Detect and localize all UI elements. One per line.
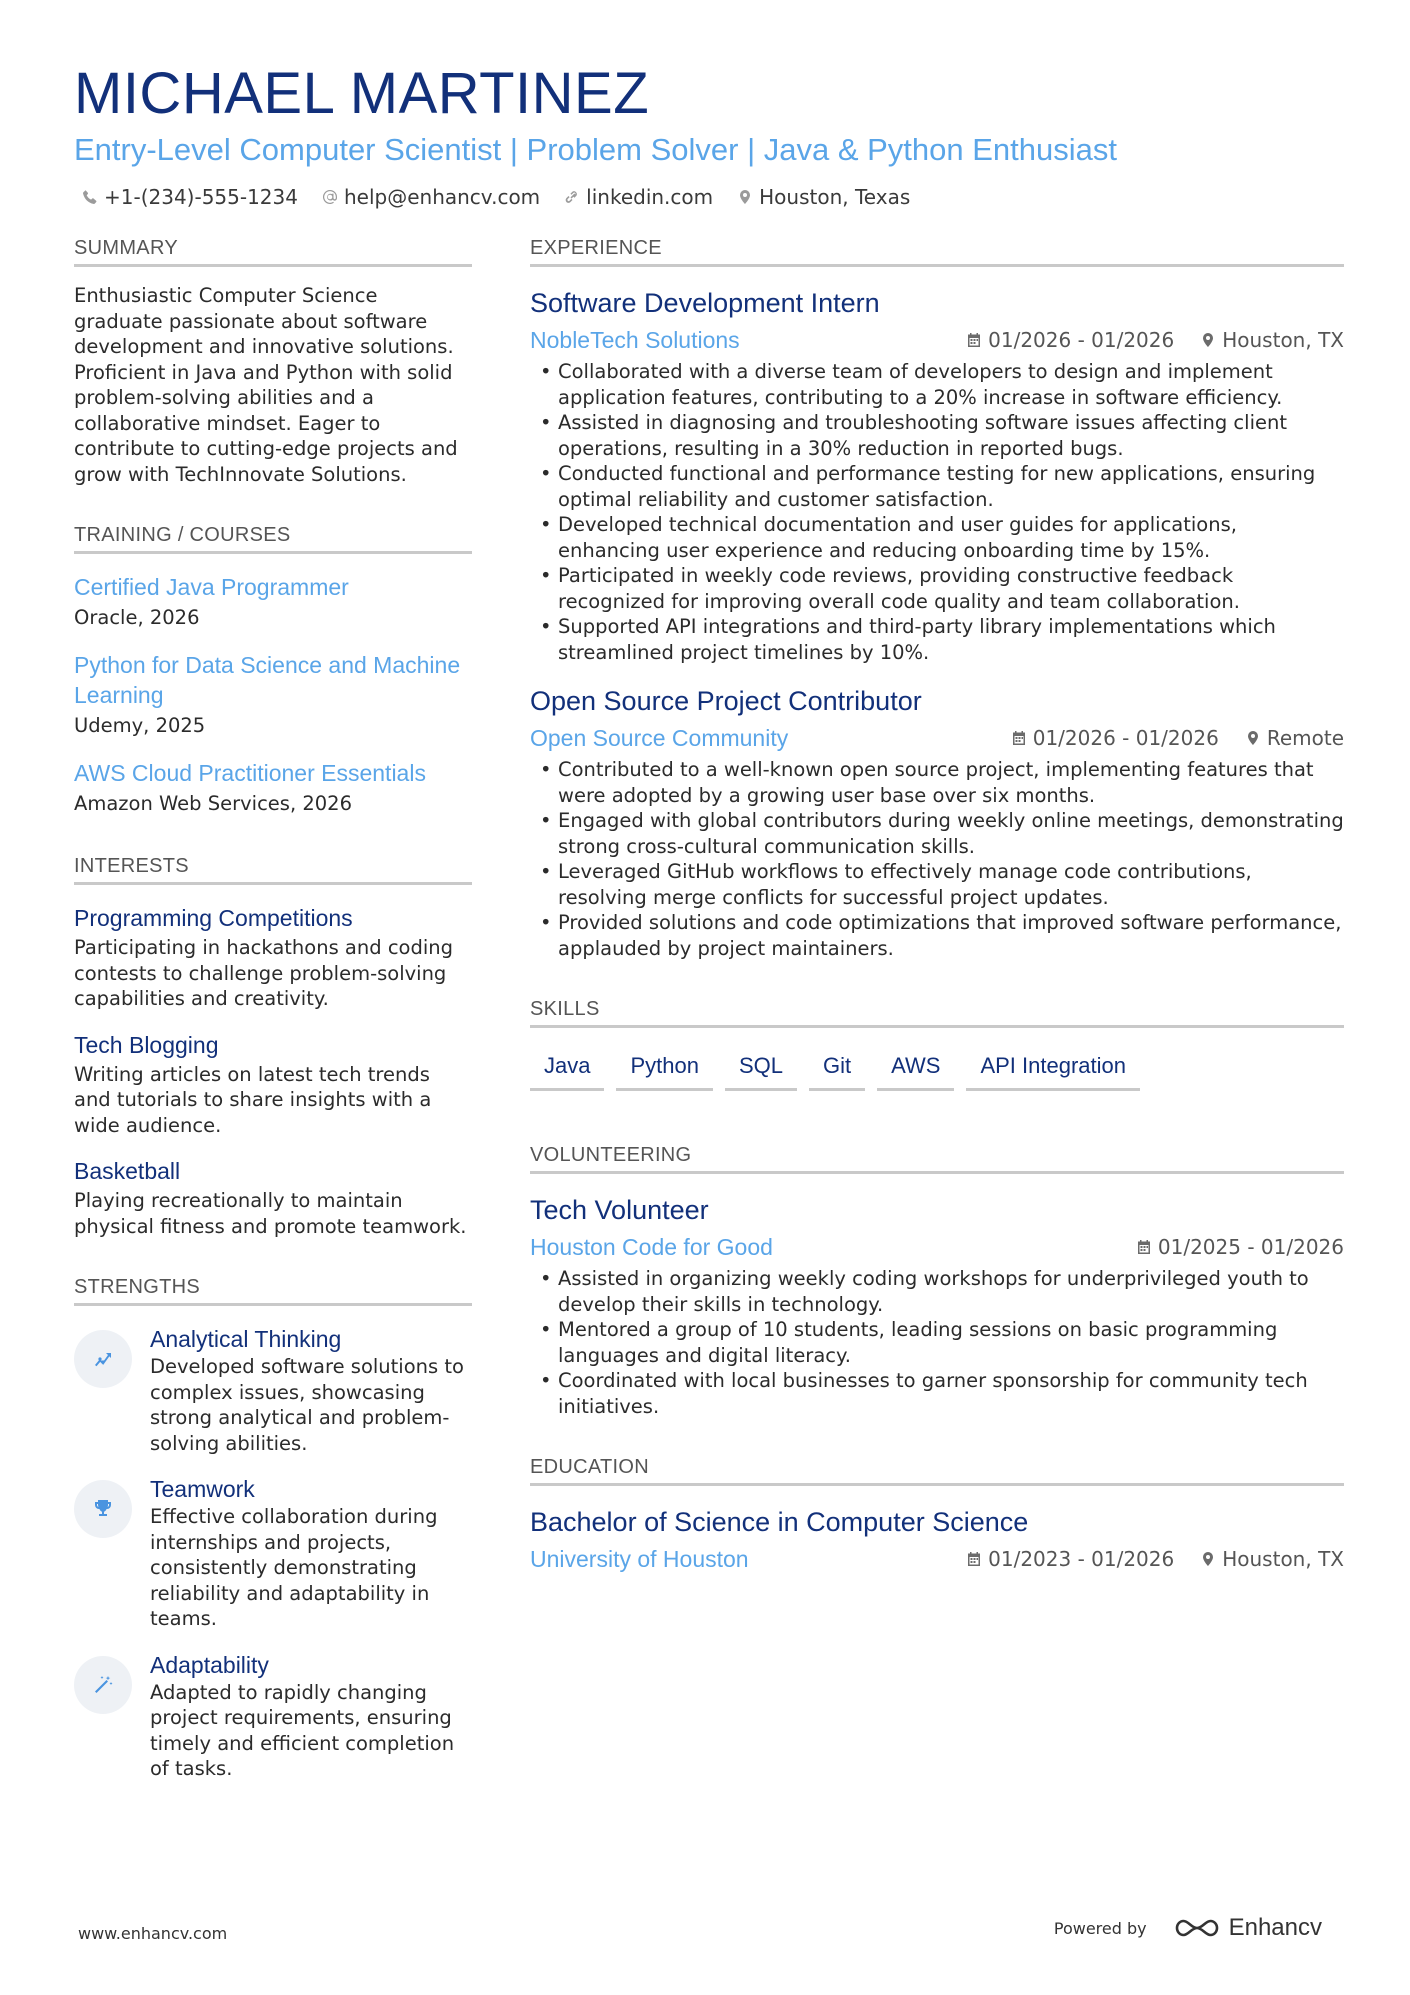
- job-bullets: [530, 757, 1344, 961]
- training-section: [74, 523, 472, 818]
- interest-desc: Playing recreationally to maintain physical fitness and promote teamwork.: [74, 1189, 467, 1238]
- job-title: Software Development Intern: [530, 288, 880, 318]
- left-column: [74, 236, 472, 1818]
- interests-section: [74, 854, 472, 1239]
- education-section: [530, 1455, 1344, 1576]
- skill-tag: API Integration: [966, 1046, 1140, 1091]
- job-dates: 01/2026 - 01/2026: [1032, 726, 1219, 750]
- contact-linkedin[interactable]: [564, 185, 713, 209]
- contact-bar: [74, 182, 1344, 212]
- resume-header: [74, 58, 1344, 212]
- strength-desc: Adapted to rapidly changing project requirements, ensuring timely and efficient completion of tasks.: [150, 1680, 455, 1780]
- skills-list: [530, 1046, 1344, 1091]
- strength-desc: Effective collaboration during internships and projects, consistently demonstrating reliability and adaptability in teams.: [150, 1505, 438, 1630]
- company-name: NobleTech Solutions: [530, 326, 740, 353]
- email-text: help@enhancv.com: [343, 185, 541, 209]
- strength-icon-badge: [74, 1480, 132, 1538]
- job-title: Open Source Project Contributor: [530, 686, 922, 716]
- volunteer-dates: 01/2025 - 01/2026: [1157, 1235, 1344, 1259]
- bullet-item: • Conducted functional and performance testing for new applications, ensuring optimal reliability and customer satisfaction.: [530, 461, 1344, 512]
- company-name: Open Source Community: [530, 724, 789, 751]
- job-dates: 01/2026 - 01/2026: [988, 328, 1175, 352]
- course-provider: Oracle, 2026: [74, 606, 200, 629]
- course-title: AWS Cloud Practitioner Essentials: [74, 760, 426, 786]
- education-entry: [530, 1504, 1344, 1576]
- linkedin-text: linkedin.com: [586, 185, 714, 209]
- calendar-icon: [1011, 730, 1027, 746]
- experience-entry: [530, 285, 1344, 665]
- skill-tag: AWS: [877, 1046, 954, 1091]
- volunteering-entry: [530, 1192, 1344, 1419]
- job-meta: [530, 323, 1344, 357]
- bullet-item: • Assisted in diagnosing and troubleshooting software issues affecting client operations, resulting in a 30% reduction in reported bugs.: [530, 410, 1344, 461]
- bullet-item: • Leveraged GitHub workflows to effectively manage code contributions, resolving merge conflicts for successful project updates.: [530, 859, 1344, 910]
- skills-heading: SKILLS: [530, 997, 1344, 1028]
- course-item: [74, 650, 472, 740]
- contact-email[interactable]: [322, 185, 540, 209]
- volunteer-org: Houston Code for Good: [530, 1233, 773, 1260]
- right-column: [530, 236, 1344, 1612]
- bullet-item: • Provided solutions and code optimizations that improved software performance, applauded by project maintainers.: [530, 910, 1344, 961]
- bullet-item: • Contributed to a well-known open source project, implementing features that were adopted by a growing user base over six months.: [530, 757, 1344, 808]
- at-icon: [322, 189, 338, 205]
- experience-heading: EXPERIENCE: [530, 236, 1344, 267]
- interests-heading: INTERESTS: [74, 854, 472, 885]
- strengths-section: [74, 1275, 472, 1782]
- skill-tag: Git: [809, 1046, 865, 1091]
- course-title: Python for Data Science and Machine Learning: [74, 652, 461, 708]
- candidate-name: MICHAEL MARTINEZ: [74, 61, 650, 126]
- course-provider: Amazon Web Services, 2026: [74, 792, 352, 815]
- magic-wand-icon: [91, 1673, 115, 1697]
- location-text: Houston, Texas: [759, 185, 911, 209]
- job-bullets: [530, 359, 1344, 665]
- education-heading: EDUCATION: [530, 1455, 1344, 1486]
- volunteer-bullets: [530, 1266, 1344, 1419]
- bullet-item: • Assisted in organizing weekly coding workshops for underprivileged youth to develop their skills in technology.: [530, 1266, 1344, 1317]
- bullet-item: • Mentored a group of 10 students, leading sessions on basic programming languages and digital literacy.: [530, 1317, 1344, 1368]
- interest-desc: Participating in hackathons and coding contests to challenge problem-solving capabilities and creativity.: [74, 936, 454, 1010]
- brand-name: Enhancv: [1228, 1914, 1322, 1941]
- interest-title: Basketball: [74, 1158, 181, 1184]
- strength-item: [74, 1650, 472, 1782]
- chart-icon: [91, 1347, 115, 1371]
- job-location: Remote: [1266, 726, 1344, 750]
- volunteer-meta: [530, 1230, 1344, 1264]
- bullet-item: • Participated in weekly code reviews, providing constructive feedback recognized for improving overall code quality and team collaboration.: [530, 563, 1344, 614]
- experience-section: [530, 236, 1344, 961]
- bullet-item: • Engaged with global contributors during weekly online meetings, demonstrating strong cross-cultural communication skills.: [530, 808, 1344, 859]
- interest-title: Tech Blogging: [74, 1031, 219, 1058]
- interest-desc: Writing articles on latest tech trends and tutorials to share insights with a wide audience.: [74, 1062, 432, 1137]
- link-icon: [564, 189, 580, 205]
- calendar-icon: [966, 332, 982, 348]
- bullet-item: • Supported API integrations and third-party library implementations which streamlined project timelines by 10%.: [530, 614, 1344, 665]
- calendar-icon: [1136, 1239, 1152, 1255]
- strength-title: Teamwork: [150, 1476, 255, 1502]
- summary-text: Enthusiastic Computer Science graduate passionate about software development and innovative solutions. Proficient in Java and Python with solid problem-solving abilities and a collaborative mindset. Eager to contribute to cutting-edge projects and grow with TechInnovate Solutions.: [74, 284, 458, 486]
- course-title: Certified Java Programmer: [74, 574, 349, 600]
- course-provider: Udemy, 2025: [74, 714, 206, 737]
- phone-text: +1-(234)-555-1234: [104, 185, 298, 209]
- skill-tag: Java: [530, 1046, 604, 1091]
- strengths-heading: STRENGTHS: [74, 1275, 472, 1306]
- job-meta: [530, 721, 1344, 755]
- strength-item: [74, 1474, 472, 1632]
- skills-section: [530, 997, 1344, 1091]
- school-name: University of Houston: [530, 1545, 749, 1572]
- volunteering-section: [530, 1143, 1344, 1419]
- contact-location: [737, 185, 910, 209]
- contact-phone[interactable]: [82, 185, 298, 209]
- interest-item: [74, 1030, 472, 1139]
- course-item: [74, 758, 472, 818]
- location-pin-icon: [1200, 332, 1216, 348]
- education-dates: 01/2023 - 01/2026: [988, 1547, 1175, 1571]
- strength-icon-badge: [74, 1656, 132, 1714]
- interest-title: Programming Competitions: [74, 905, 353, 931]
- strength-desc: Developed software solutions to complex issues, showcasing strong analytical and problem-solving abilities.: [150, 1355, 464, 1455]
- interest-item: [74, 903, 472, 1012]
- location-pin-icon: [737, 189, 753, 205]
- volunteer-role: Tech Volunteer: [530, 1195, 709, 1225]
- footer-branding: [1054, 1914, 1322, 1942]
- degree-title: Bachelor of Science in Computer Science: [530, 1507, 1029, 1537]
- bullet-item: • Coordinated with local businesses to garner sponsorship for community tech initiatives.: [530, 1368, 1344, 1419]
- bullet-item: • Collaborated with a diverse team of developers to design and implement application features, contributing to a 20% increase in software efficiency.: [530, 359, 1344, 410]
- strength-item: [74, 1324, 472, 1456]
- strength-icon-badge: [74, 1330, 132, 1388]
- experience-entry: [530, 683, 1344, 961]
- training-heading: TRAINING / COURSES: [74, 523, 472, 554]
- skill-tag: Python: [616, 1046, 713, 1091]
- bullet-item: • Developed technical documentation and user guides for applications, enhancing user experience and reducing onboarding time by 15%.: [530, 512, 1344, 563]
- course-item: [74, 572, 472, 632]
- education-meta: [530, 1542, 1344, 1576]
- strength-title: Analytical Thinking: [150, 1326, 342, 1352]
- summary-section: [74, 236, 472, 487]
- summary-heading: SUMMARY: [74, 236, 472, 267]
- location-pin-icon: [1200, 1551, 1216, 1567]
- powered-by-text: Powered by: [1053, 1918, 1147, 1938]
- interest-item: [74, 1156, 472, 1239]
- footer-website[interactable]: www.enhancv.com: [78, 1924, 228, 1943]
- candidate-headline: Entry-Level Computer Scientist | Problem Solver | Java & Python Enthusiast: [74, 132, 1118, 167]
- job-location: Houston, TX: [1222, 328, 1344, 352]
- phone-icon: [82, 189, 98, 205]
- enhancv-logo-icon: [1173, 1915, 1221, 1941]
- skill-tag: SQL: [725, 1046, 797, 1091]
- location-pin-icon: [1245, 730, 1261, 746]
- volunteering-heading: VOLUNTEERING: [530, 1143, 1344, 1174]
- strength-title: Adaptability: [150, 1651, 269, 1678]
- calendar-icon: [966, 1551, 982, 1567]
- brand-logo[interactable]: [1173, 1914, 1322, 1942]
- education-location: Houston, TX: [1222, 1547, 1344, 1571]
- trophy-icon: [91, 1497, 115, 1521]
